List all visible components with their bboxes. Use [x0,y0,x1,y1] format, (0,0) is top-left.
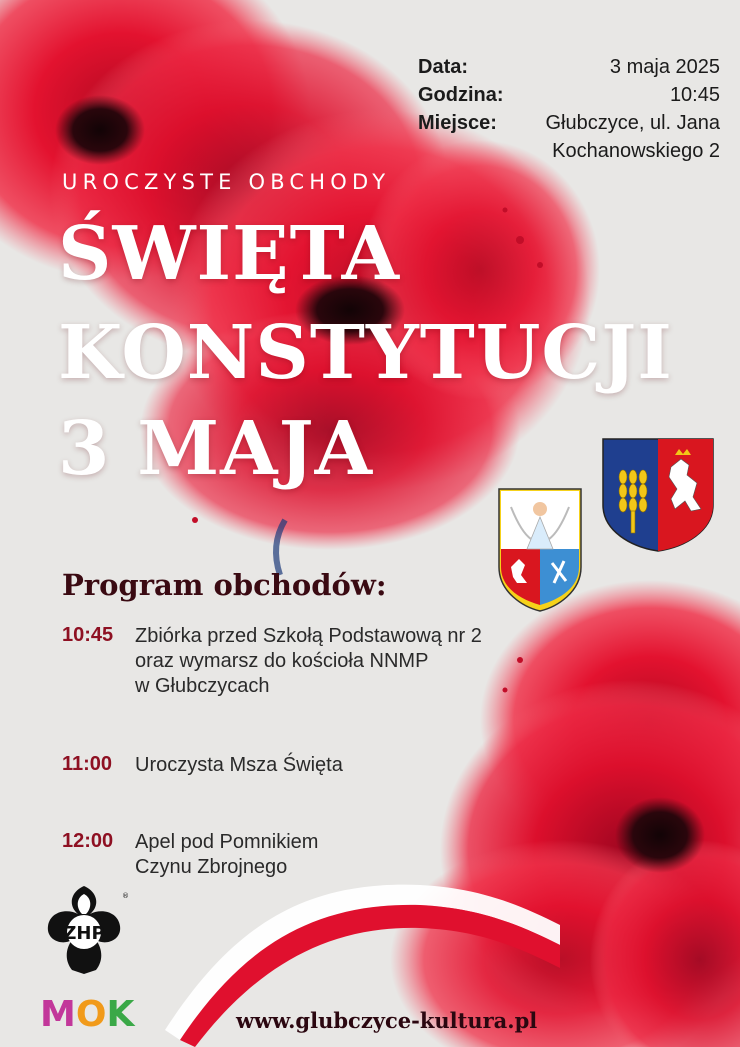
svg-text:ZHP: ZHP [63,923,105,944]
program-time: 12:00 [62,830,114,852]
program-description-line: w Głubczycach [135,675,270,697]
program-time: 11:00 [62,753,113,775]
coat-of-arms-glubczyce-icon [497,487,583,613]
website-link[interactable]: www.glubczyce-kultura.pl [236,1008,538,1033]
program-description [135,624,482,699]
title-line-3: 3 MAJA [58,406,374,492]
time-row [418,84,720,112]
program-heading: Program obchodów: [62,568,387,602]
program-description-line: Czynu Zbrojnego [135,856,288,878]
place-label: Miejsce: [418,112,497,134]
time-label: Godzina: [418,84,504,106]
poppy-flower-icon [390,580,740,1047]
place-row [418,112,720,168]
mok-logo-icon: MOK [40,994,135,1035]
coat-of-arms-powiat-icon [601,437,715,553]
program-description-line: Apel pod Pomnikiem [135,831,319,853]
program-description-line: Zbiórka przed Szkołą Podstawową nr 2 [135,625,482,647]
program-description [135,753,435,778]
program-description [135,830,435,880]
time-value: 10:45 [669,84,720,106]
program-time: 10:45 [62,624,114,646]
date-label: Data: [418,56,469,78]
title-line-2: KONSTYTUCJI [58,310,673,396]
subtitle: UROCZYSTE OBCHODY [62,170,391,194]
program-description-line: oraz wymarsz do kościoła NNMP [135,650,429,672]
svg-text:®: ® [122,892,129,900]
date-row [418,56,720,84]
title-line-1: ŚWIĘTA [58,211,400,297]
place-value-line2: Kochanowskiego 2 [552,140,720,162]
place-value-line1: Głubczyce, ul. Jana [545,112,720,134]
date-value: 3 maja 2025 [609,56,720,78]
program-description-line: Uroczysta Msza Święta [135,754,343,776]
zhp-scout-emblem-icon [40,882,128,978]
